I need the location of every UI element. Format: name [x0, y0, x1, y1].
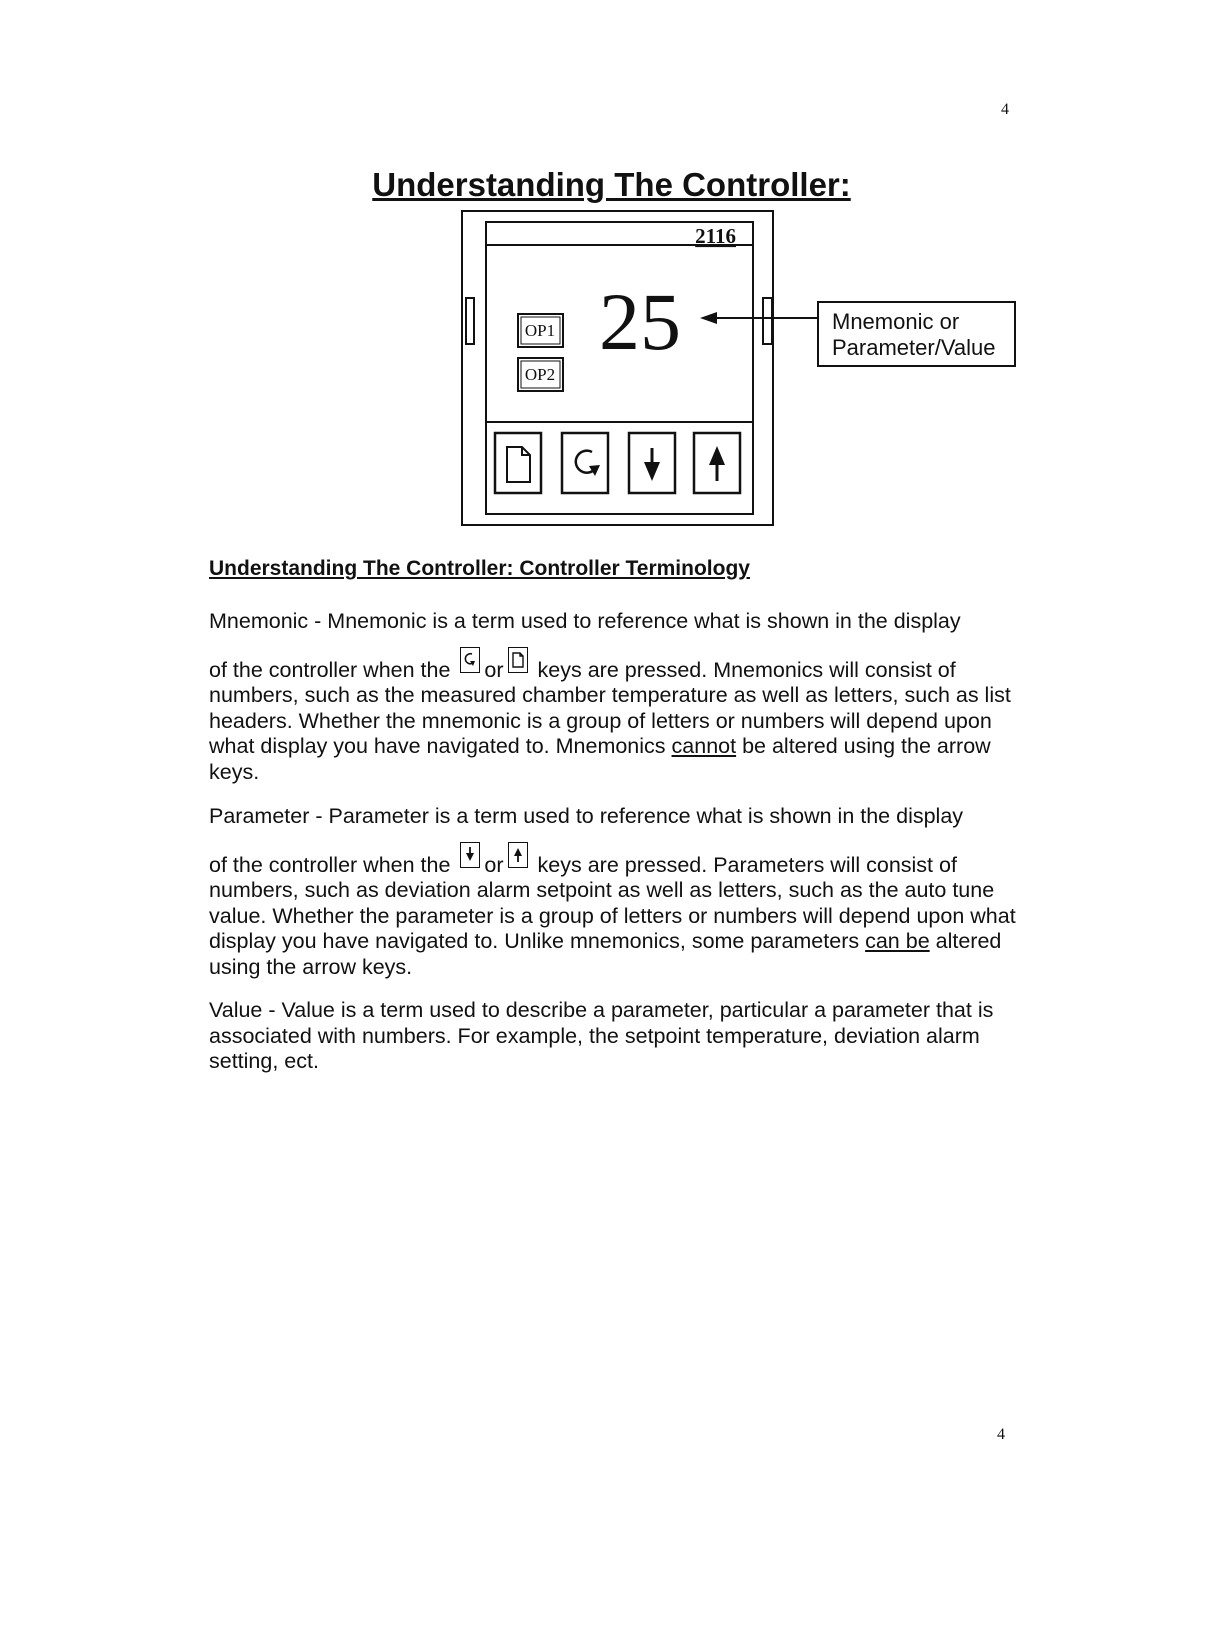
page-number-top: 4 [1001, 101, 1009, 118]
mnemonic-before-keys: of the controller when the [209, 657, 451, 682]
up-arrow-icon [709, 446, 725, 465]
page-title: Understanding The Controller: [372, 166, 851, 203]
down-arrow-icon [644, 462, 660, 481]
parameter-before-keys: of the controller when the [209, 852, 451, 877]
mnemonic-line1: Mnemonic - Mnemonic is a term used to reference what is shown in the display [209, 609, 961, 633]
parameter-line1: Parameter - Parameter is a term used to reference what is shown in the display [209, 804, 964, 828]
op1-label: OP1 [524, 321, 556, 340]
model-number: 2116 [695, 224, 736, 248]
section-heading: Understanding The Controller: Controller Terminology [209, 557, 750, 580]
callout-arrowhead [700, 312, 717, 324]
mnemonic-emphasis: cannot [671, 734, 737, 759]
up-button [694, 433, 740, 493]
parameter-after-keys: keys are pressed. Parameters will consist of numbers, such as deviation alarm setpoint as well as letters, such as the auto tune value. Whether the parameter is a group of letters or numbers will depend upon what display you have navigated to. Unlike mnemonics, some parameters [209, 852, 1016, 954]
mnemonic-after-keys: keys are pressed. Mnemonics will consist of numbers, such as the measured chamber temperature as well as letters, such as list headers. Whether the mnemonic is a group of letters or numbers will depend upon what display you have navigated to. Mnemonics [209, 657, 1011, 759]
page-key-icon [508, 647, 528, 673]
value-paragraph: Value - Value is a term used to describe a parameter, particular a parameter that is associated with numbers. For example, the setpoint temperature, deviation alarm setting, ect. [209, 998, 994, 1074]
page-icon [507, 447, 530, 482]
page-number-bottom: 4 [997, 1426, 1005, 1443]
scroll-key-icon [460, 647, 480, 673]
parameter-emphasis: can be [865, 929, 930, 954]
display-value: 25 [599, 276, 681, 367]
down-key-icon [460, 842, 480, 868]
controller-diagram [0, 0, 1223, 540]
mnemonic-ending: be altered using the arrow keys. [209, 734, 991, 784]
controller-bezel [462, 211, 773, 525]
down-button [629, 433, 675, 493]
left-latch [466, 298, 474, 344]
parameter-paragraph [209, 804, 1019, 981]
up-key-icon [508, 842, 528, 868]
page-button [495, 433, 541, 493]
parameter-ending: altered using the arrow keys. [209, 929, 1002, 979]
callout-line-1: Mnemonic or [832, 309, 960, 334]
callout-box [817, 301, 1016, 367]
mnemonic-or: or [484, 657, 504, 682]
right-latch [763, 298, 772, 344]
scroll-button [562, 433, 608, 493]
op2-label: OP2 [524, 365, 556, 384]
callout-line-2: Parameter/Value [832, 335, 996, 360]
parameter-or: or [484, 852, 504, 877]
mnemonic-paragraph [209, 609, 1019, 786]
